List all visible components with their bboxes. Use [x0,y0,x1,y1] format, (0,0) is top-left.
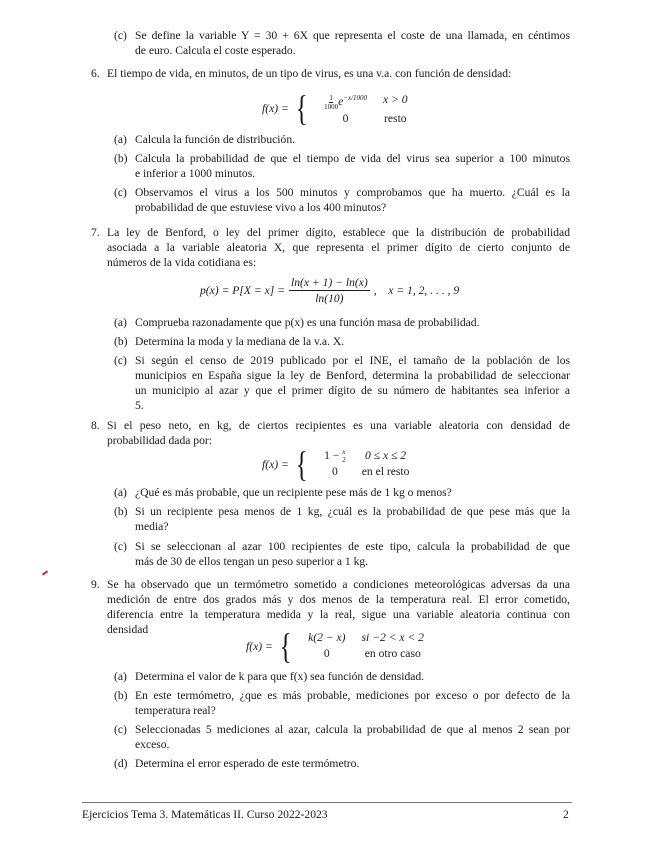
formula-lhs: f(x) = [262,457,289,471]
subitem-text-line: Calcula la función de distribución. [135,133,296,146]
subitem-label: (a) [114,486,127,499]
subitem-text-line: e inferior a 1000 minutos. [135,167,256,180]
annotation-mark [42,570,48,575]
subitem-text-line: Seleccionadas 5 mediciones al azar, calcula la probabilidad de que al menos 2 sean por [135,723,570,736]
subitem-label: (c) [114,354,127,367]
subitem-text-line: Si según el censo de 2019 publicado por el INE, el tamaño de la población de los [135,354,570,367]
exercise-text-line: La ley de Benford, o ley del primer dígito, establece que la distribución de probabilidad [107,226,570,239]
subitem-text-line: Determina la moda y la mediana de la v.a. X. [135,335,345,348]
subitem-label: (b) [114,689,128,702]
subitem-text-line: Determina el valor de k para que f(x) sea función de densidad. [135,670,425,683]
formula-density-q6 [262,90,416,127]
exercise-number: 8. [91,419,100,432]
formula-benford-q7 [200,276,459,305]
brace: { [295,444,308,484]
exercise-text-line: números de la vida cotidiana es: [107,256,257,269]
subitem-text-line: un municipio al azar y que el primer dígito de su número de habitantes sea inferior a [135,384,570,397]
cases-table: 1 − x 2 0 ≤ x ≤ 2 0 en el resto [324,448,410,479]
subitem-label: (c) [114,186,127,199]
subitem-text-line: probabilidad de que estuviese vivo a los 400 minutos? [135,201,387,214]
subitem-text-line: 5. [135,399,144,412]
subitem-text-line: En este termómetro, ¿que es más probable, mediciones por exceso o por defecto de la [135,689,570,702]
formula-density-q9 [246,628,432,664]
exercise-text-line: densidad [107,623,149,636]
formula-density-q8 [262,446,417,482]
subitem-label: (b) [114,335,128,348]
subitem-text-line: Comprueba razonadamente que p(x) es una función masa de probabilidad. [135,316,480,329]
exercise-text-line: probabilidad dada por: [107,434,212,447]
exercise-text-line: medición de entre dos grados más y dos menos de la temperatura real. El error cometido, [107,593,570,606]
subitem-label: (c) [114,29,127,42]
subitem-label: (c) [114,540,127,553]
brace: { [279,626,292,666]
footer-divider [82,802,572,803]
subitem-text-line: más de 30 de ellos tengan un peso superior a 1 kg. [135,555,369,568]
subitem-text-line: temperatura real? [135,704,216,717]
subitem-text-line: ¿Qué es más probable, que un recipiente pese más de 1 kg o menos? [135,486,452,499]
exercise-number: 9. [91,578,100,591]
coef-fraction: $\frac{1}{1000}$ [324,93,339,111]
exercise-number: 7. [91,226,100,239]
subitem-text-line: de euro. Calcula el coste esperado. [135,44,296,57]
subitem-label: (a) [114,670,127,683]
formula-lhs: f(x) = [262,101,289,115]
cases-table: k(2 − x) si −2 < x < 2 0 en otro caso [308,631,424,660]
exercise-text-line: Se ha observado que un termómetro sometido a condiciones meteorológicas adversas da una [107,578,570,591]
subitem-text-line: Observamos el virus a los 500 minutos y comprobamos que ha muerto. ¿Cuál es la [135,186,570,199]
cases-table: $\frac{1}{1000}$ $e^{-x/1000}$ x > 0 0 resto [324,93,408,125]
subitem-label: (d) [114,757,128,770]
subitem-label: (c) [114,723,127,736]
subitem-text-line: Determina el error esperado de este termómetro. [135,757,360,770]
exercise-text-line: diferencia entre la temperatura medida y la real, sigue una variable aleatoria continua con [107,608,570,621]
subitem-label: (b) [114,152,128,165]
formula-lhs: f(x) = [246,639,273,653]
subitem-text-line: Si se seleccionan al azar 100 recipientes de este tipo, calcula la probabilidad de que [135,540,570,553]
subitem-label: (a) [114,316,127,329]
exercise-text-line: Si el peso neto, en kg, de ciertos recipientes es una variable aleatoria con densidad de [107,419,570,432]
subitem-text-line: Se define la variable Y = 30 + 6X que representa el coste de una llamada, en céntimos [135,29,570,42]
brace: { [295,88,308,129]
subitem-label: (b) [114,505,128,518]
formula-domain: , x = 1, 2, . . . , 9 [373,284,460,297]
subitem-text-line: media? [135,520,169,533]
subitem-text-line: municipios en España sigue la ley de Benford, determina la probabilidad de seleccionar [135,369,570,382]
subitem-text-line: exceso. [135,738,170,751]
subitem-text-line: Calcula la probabilidad de que el tiempo de vida del virus sea superior a 100 minutos [135,152,570,165]
page-number: 2 [563,808,569,821]
exercise-text-line: El tiempo de vida, en minutos, de un tipo de virus, es una v.a. con función de densidad: [107,67,512,80]
fraction: $\frac{\ln(x + 1) - \ln(x)}{\ln(10)}$ [290,276,368,305]
subitem-text-line: Si un recipiente pesa menos de 1 kg, ¿cuál es la probabilidad de que pese más que la [135,505,570,518]
formula-lhs: p(x) = P[X = x] = [200,284,285,297]
footer-title: Ejercicios Tema 3. Matemáticas II. Curso 2022-2023 [82,808,328,821]
subitem-label: (a) [114,133,127,146]
exercise-text-line: asociada a la variable aleatoria X, que representa el primer dígito de cierto conjunto de [107,241,570,254]
exercise-number: 6. [91,67,100,80]
